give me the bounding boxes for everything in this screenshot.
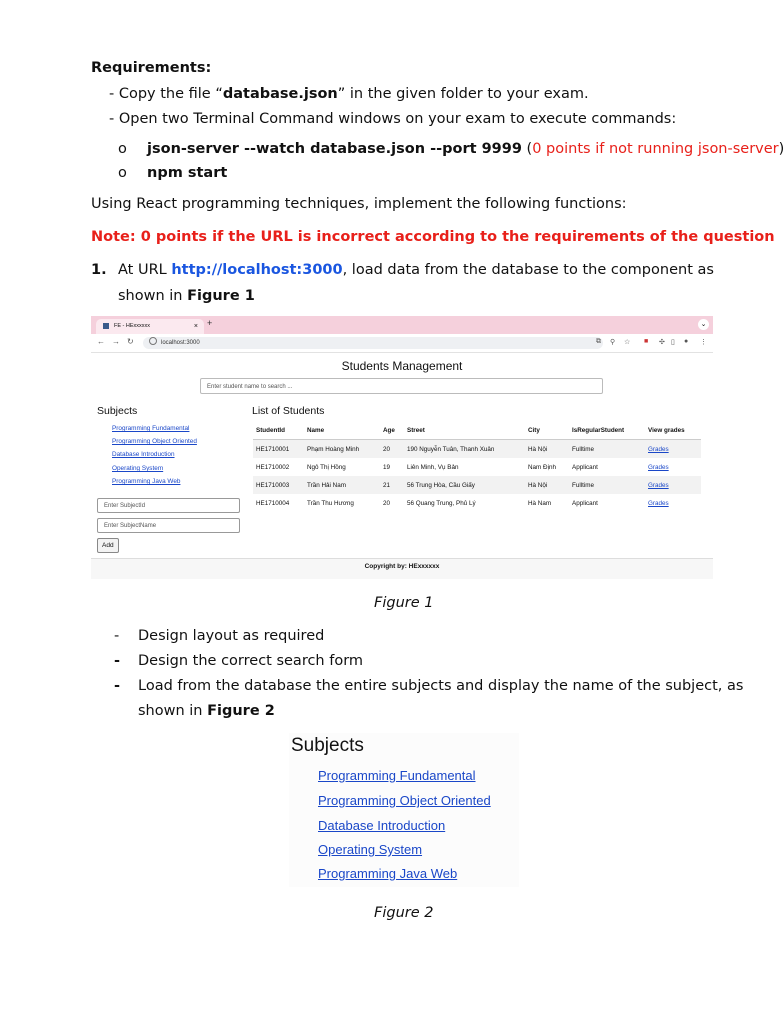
install-app-icon[interactable]: ⧉ bbox=[596, 338, 601, 345]
table-header-row bbox=[253, 422, 701, 440]
table-cell: 190 Nguyễn Tuân, Thanh Xuân bbox=[407, 445, 495, 453]
column-header: IsRegularStudent bbox=[569, 422, 645, 440]
table-cell bbox=[645, 440, 701, 459]
table-cell: Nam Định bbox=[528, 463, 556, 471]
table-cell: Hà Nội bbox=[528, 445, 548, 453]
figure-1-caption: Figure 1 bbox=[374, 595, 434, 611]
table-cell: Phạm Hoàng Minh bbox=[307, 445, 360, 453]
table-cell bbox=[645, 494, 701, 512]
subject-link[interactable]: Operating System bbox=[112, 465, 164, 472]
table-cell: Trần Thu Hương bbox=[307, 499, 354, 507]
copy-prefix: - Copy the file “ bbox=[109, 86, 223, 102]
grades-link[interactable]: Grades bbox=[648, 499, 669, 507]
subject-name-input[interactable]: Enter SubjectName bbox=[97, 518, 240, 533]
url-field[interactable] bbox=[143, 337, 603, 349]
profile-avatar-icon[interactable]: ● bbox=[684, 338, 689, 345]
url-text: localhost:3000 bbox=[161, 340, 200, 346]
database-filename: database.json bbox=[222, 86, 338, 102]
table-cell: Hà Nội bbox=[528, 481, 548, 489]
task-text: Design layout as required bbox=[138, 628, 325, 644]
zoom-icon[interactable]: ⚲ bbox=[610, 339, 616, 346]
subject-link[interactable]: Programming Fundamental bbox=[318, 768, 476, 783]
subject-link[interactable]: Database Introduction bbox=[112, 451, 175, 458]
item-1-number: 1. bbox=[91, 262, 107, 278]
intro-text: Using React programming techniques, implement the following functions: bbox=[91, 196, 627, 212]
table-cell: Hà Nam bbox=[528, 499, 552, 507]
task-bullet: - bbox=[114, 678, 121, 694]
table-cell: HE1710004 bbox=[256, 499, 290, 507]
subject-link[interactable]: Database Introduction bbox=[318, 818, 446, 833]
json-server-command: json-server --watch database.json --port 9999 bbox=[147, 141, 522, 157]
url-penalty-note: Note: 0 points if the URL is incorrect according to the requirements of the question bbox=[91, 229, 775, 245]
tab-search-icon[interactable]: ⌄ bbox=[698, 319, 709, 330]
table-cell: 21 bbox=[383, 481, 391, 489]
task-bullet: - bbox=[114, 653, 121, 669]
json-server-penalty-note: 0 points if not running json-server bbox=[532, 141, 779, 157]
column-header: Street bbox=[404, 422, 525, 440]
subjects-heading: Subjects bbox=[97, 405, 138, 417]
item-1-text-line2 bbox=[118, 286, 255, 306]
column-header: StudentId bbox=[253, 422, 304, 440]
reload-icon[interactable]: ↻ bbox=[127, 337, 134, 346]
grades-link[interactable]: Grades bbox=[648, 481, 669, 489]
tab-title: FE - HExxxxxx bbox=[114, 323, 151, 329]
table-row bbox=[253, 494, 701, 512]
table-cell: HE1710002 bbox=[256, 463, 290, 471]
table-cell: 56 Trung Hòa, Cầu Giấy bbox=[407, 481, 475, 489]
task-bullet: - bbox=[114, 628, 120, 644]
column-header: Age bbox=[380, 422, 404, 440]
at-url-label: At URL bbox=[118, 262, 172, 278]
table-cell: HE1710003 bbox=[256, 481, 290, 489]
localhost-url: http://localhost:3000 bbox=[171, 262, 343, 278]
table-row bbox=[253, 476, 701, 494]
figure-1-ref: Figure 1 bbox=[187, 288, 255, 304]
browser-tab[interactable] bbox=[96, 319, 204, 334]
requirements-heading: Requirements: bbox=[91, 60, 212, 76]
task-text-line2 bbox=[138, 701, 275, 721]
bookmark-star-icon[interactable]: ☆ bbox=[624, 339, 631, 346]
item-1-rest: , load data from the database to the component as bbox=[342, 262, 714, 278]
close-tab-icon[interactable]: × bbox=[193, 323, 198, 330]
command-bullet-2: o bbox=[118, 165, 127, 181]
copy-file-instruction bbox=[109, 84, 589, 104]
grades-link[interactable]: Grades bbox=[648, 445, 669, 453]
figure-2-ref: Figure 2 bbox=[207, 703, 275, 719]
item-1-text bbox=[118, 260, 714, 280]
copyright-footer: Copyright by: HExxxxxx bbox=[91, 558, 713, 579]
subject-id-input[interactable]: Enter SubjectId bbox=[97, 498, 240, 513]
page-title: Students Management bbox=[341, 359, 463, 373]
open-terminals-instruction: - Open two Terminal Command windows on your exam to execute commands: bbox=[109, 111, 677, 127]
task-text: Design the correct search form bbox=[138, 653, 364, 669]
student-search-input[interactable]: Enter student name to search ... bbox=[200, 378, 603, 394]
extensions-puzzle-icon[interactable]: ✣ bbox=[659, 339, 665, 346]
address-bar bbox=[91, 334, 713, 353]
app-page bbox=[91, 353, 713, 558]
npm-start-command: npm start bbox=[147, 165, 228, 181]
browser-menu-icon[interactable]: ⋮ bbox=[700, 339, 707, 346]
table-cell: 20 bbox=[383, 499, 391, 507]
table-cell: 56 Quang Trung, Phủ Lý bbox=[407, 499, 476, 507]
grades-link[interactable]: Grades bbox=[648, 463, 669, 471]
add-subject-button[interactable]: Add bbox=[97, 538, 119, 553]
subject-link[interactable]: Programming Fundamental bbox=[112, 425, 190, 432]
subject-link[interactable]: Programming Object Oriented bbox=[318, 793, 491, 808]
table-cell bbox=[645, 458, 701, 476]
figure-1-screenshot bbox=[91, 316, 713, 578]
subject-link[interactable]: Programming Object Oriented bbox=[112, 438, 197, 445]
favicon-icon bbox=[103, 323, 109, 329]
site-info-icon bbox=[149, 337, 157, 345]
forward-arrow-icon[interactable]: → bbox=[112, 337, 120, 346]
figure-2-caption: Figure 2 bbox=[374, 905, 434, 921]
table-cell: Fulltime bbox=[572, 445, 595, 453]
subject-link[interactable]: Programming Java Web bbox=[112, 478, 181, 485]
command-bullet-1: o bbox=[118, 141, 127, 157]
column-header: Name bbox=[304, 422, 380, 440]
subject-link[interactable]: Operating System bbox=[318, 842, 423, 857]
shown-in-label: shown in bbox=[118, 288, 188, 304]
table-cell: Ngô Thị Hồng bbox=[307, 463, 346, 471]
figure-2-screenshot bbox=[289, 733, 519, 887]
browser-tab-bar bbox=[91, 316, 713, 334]
table-cell: Fulltime bbox=[572, 481, 595, 489]
table-cell: 20 bbox=[383, 445, 391, 453]
paren-close: ) bbox=[778, 141, 784, 157]
task-text: Load from the database the entire subjects and display the name of the subject, as bbox=[138, 678, 744, 694]
table-cell: Applicant bbox=[572, 463, 598, 471]
column-header: City bbox=[525, 422, 569, 440]
table-cell: Liên Minh, Vụ Bản bbox=[407, 463, 459, 471]
table-cell bbox=[645, 476, 701, 494]
students-table bbox=[253, 422, 701, 512]
table-cell: 19 bbox=[383, 463, 391, 471]
side-panel-icon[interactable]: ▯ bbox=[671, 339, 675, 346]
json-server-command-line bbox=[147, 139, 784, 159]
subject-link[interactable]: Programming Java Web bbox=[318, 866, 458, 881]
copy-suffix: ” in the given folder to your exam. bbox=[337, 86, 589, 102]
shown-in-label: shown in bbox=[138, 703, 208, 719]
table-row bbox=[253, 458, 701, 476]
table-cell: Applicant bbox=[572, 499, 598, 507]
table-row bbox=[253, 440, 701, 459]
table-cell: HE1710001 bbox=[256, 445, 290, 453]
students-list-heading: List of Students bbox=[252, 405, 325, 417]
extension-icon[interactable]: ■ bbox=[644, 338, 649, 345]
subjects-heading: Subjects bbox=[291, 735, 364, 756]
new-tab-icon[interactable]: + bbox=[207, 318, 213, 328]
paren-open: ( bbox=[521, 141, 533, 157]
back-arrow-icon[interactable]: ← bbox=[97, 337, 105, 346]
table-cell: Trần Hải Nam bbox=[307, 481, 346, 489]
column-header: View grades bbox=[645, 422, 701, 440]
